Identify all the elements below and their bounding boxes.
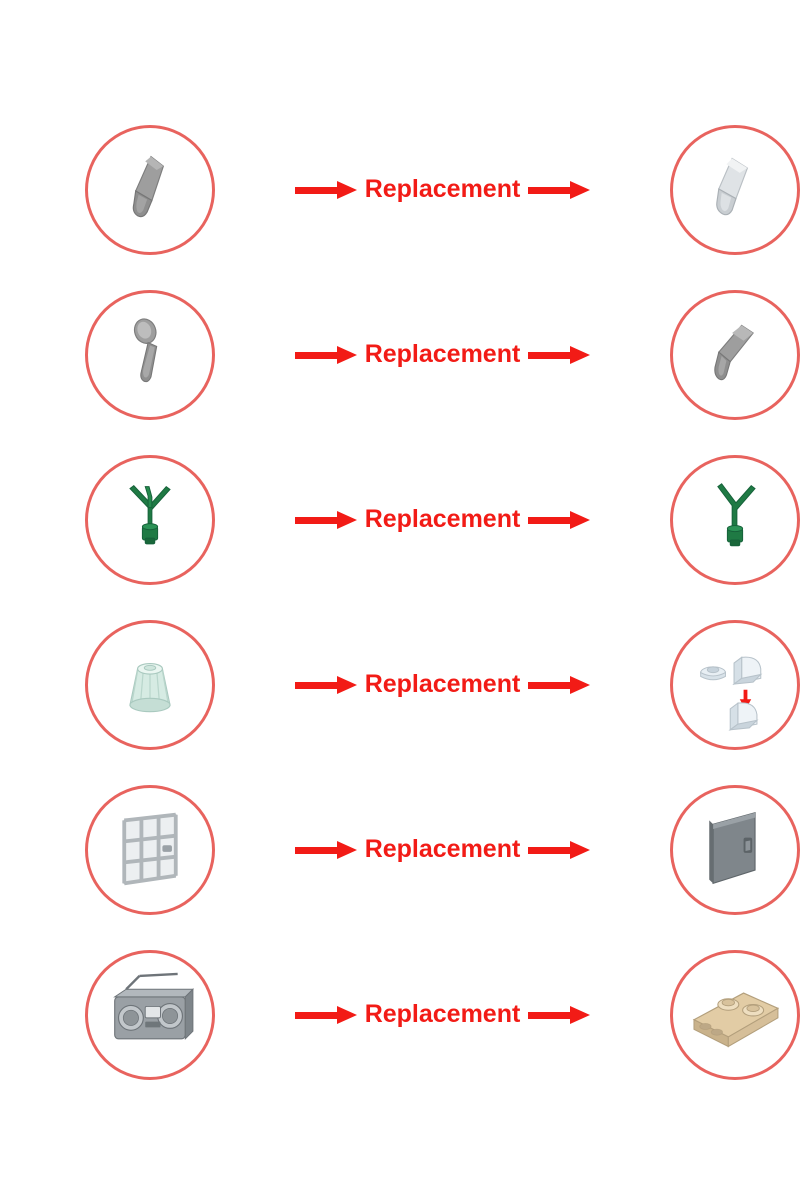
replacement-part-circle <box>670 455 800 585</box>
arrow-icon <box>295 676 357 694</box>
original-part-circle <box>85 620 215 750</box>
replacement-row <box>0 272 800 437</box>
original-part-circle <box>85 950 215 1080</box>
replacement-part-circle <box>670 125 800 255</box>
spoon-icon <box>88 293 212 417</box>
transition-group <box>215 125 670 255</box>
transition-group <box>215 290 670 420</box>
original-part-circle <box>85 290 215 420</box>
arrow-icon <box>295 181 357 199</box>
grille-door-icon <box>88 788 212 912</box>
transition-group <box>215 620 670 750</box>
arrow-icon <box>528 346 590 364</box>
replacement-part-circle <box>670 950 800 1080</box>
replacement-label: Replacement <box>364 1000 521 1028</box>
replacement-part-circle <box>670 620 800 750</box>
arrow-icon <box>295 1006 357 1024</box>
transition-group <box>215 950 670 1080</box>
arrow-icon <box>528 676 590 694</box>
original-part-circle <box>85 125 215 255</box>
arrow-icon <box>295 511 357 529</box>
replacement-row <box>0 107 800 272</box>
replacement-label: Replacement <box>364 670 521 698</box>
plant-icon <box>673 458 797 582</box>
arrow-icon <box>295 841 357 859</box>
brick-icon <box>673 953 797 1077</box>
cleaver-icon <box>673 128 797 252</box>
replacement-label: Replacement <box>364 835 521 863</box>
replacement-label: Replacement <box>364 340 521 368</box>
replacement-part-circle <box>670 785 800 915</box>
replacement-row <box>0 437 800 602</box>
boombox-icon <box>88 953 212 1077</box>
original-part-circle <box>85 455 215 585</box>
arrow-icon <box>528 511 590 529</box>
arrow-icon <box>295 346 357 364</box>
replacement-row <box>0 767 800 932</box>
replacement-row <box>0 932 800 1097</box>
arrow-icon <box>528 841 590 859</box>
replacement-label: Replacement <box>364 505 521 533</box>
replacement-row <box>0 602 800 767</box>
arrow-icon <box>528 1006 590 1024</box>
replacement-label: Replacement <box>364 175 521 203</box>
original-part-circle <box>85 785 215 915</box>
replacement-part-circle <box>670 290 800 420</box>
arrow-icon <box>528 181 590 199</box>
door-panel-icon <box>673 788 797 912</box>
ribbed-cone-icon <box>88 623 212 747</box>
spatula-icon <box>673 293 797 417</box>
cleaver-icon <box>88 128 212 252</box>
transition-group <box>215 455 670 585</box>
curved-slope-icon <box>673 623 797 747</box>
plant-icon <box>88 458 212 582</box>
transition-group <box>215 785 670 915</box>
